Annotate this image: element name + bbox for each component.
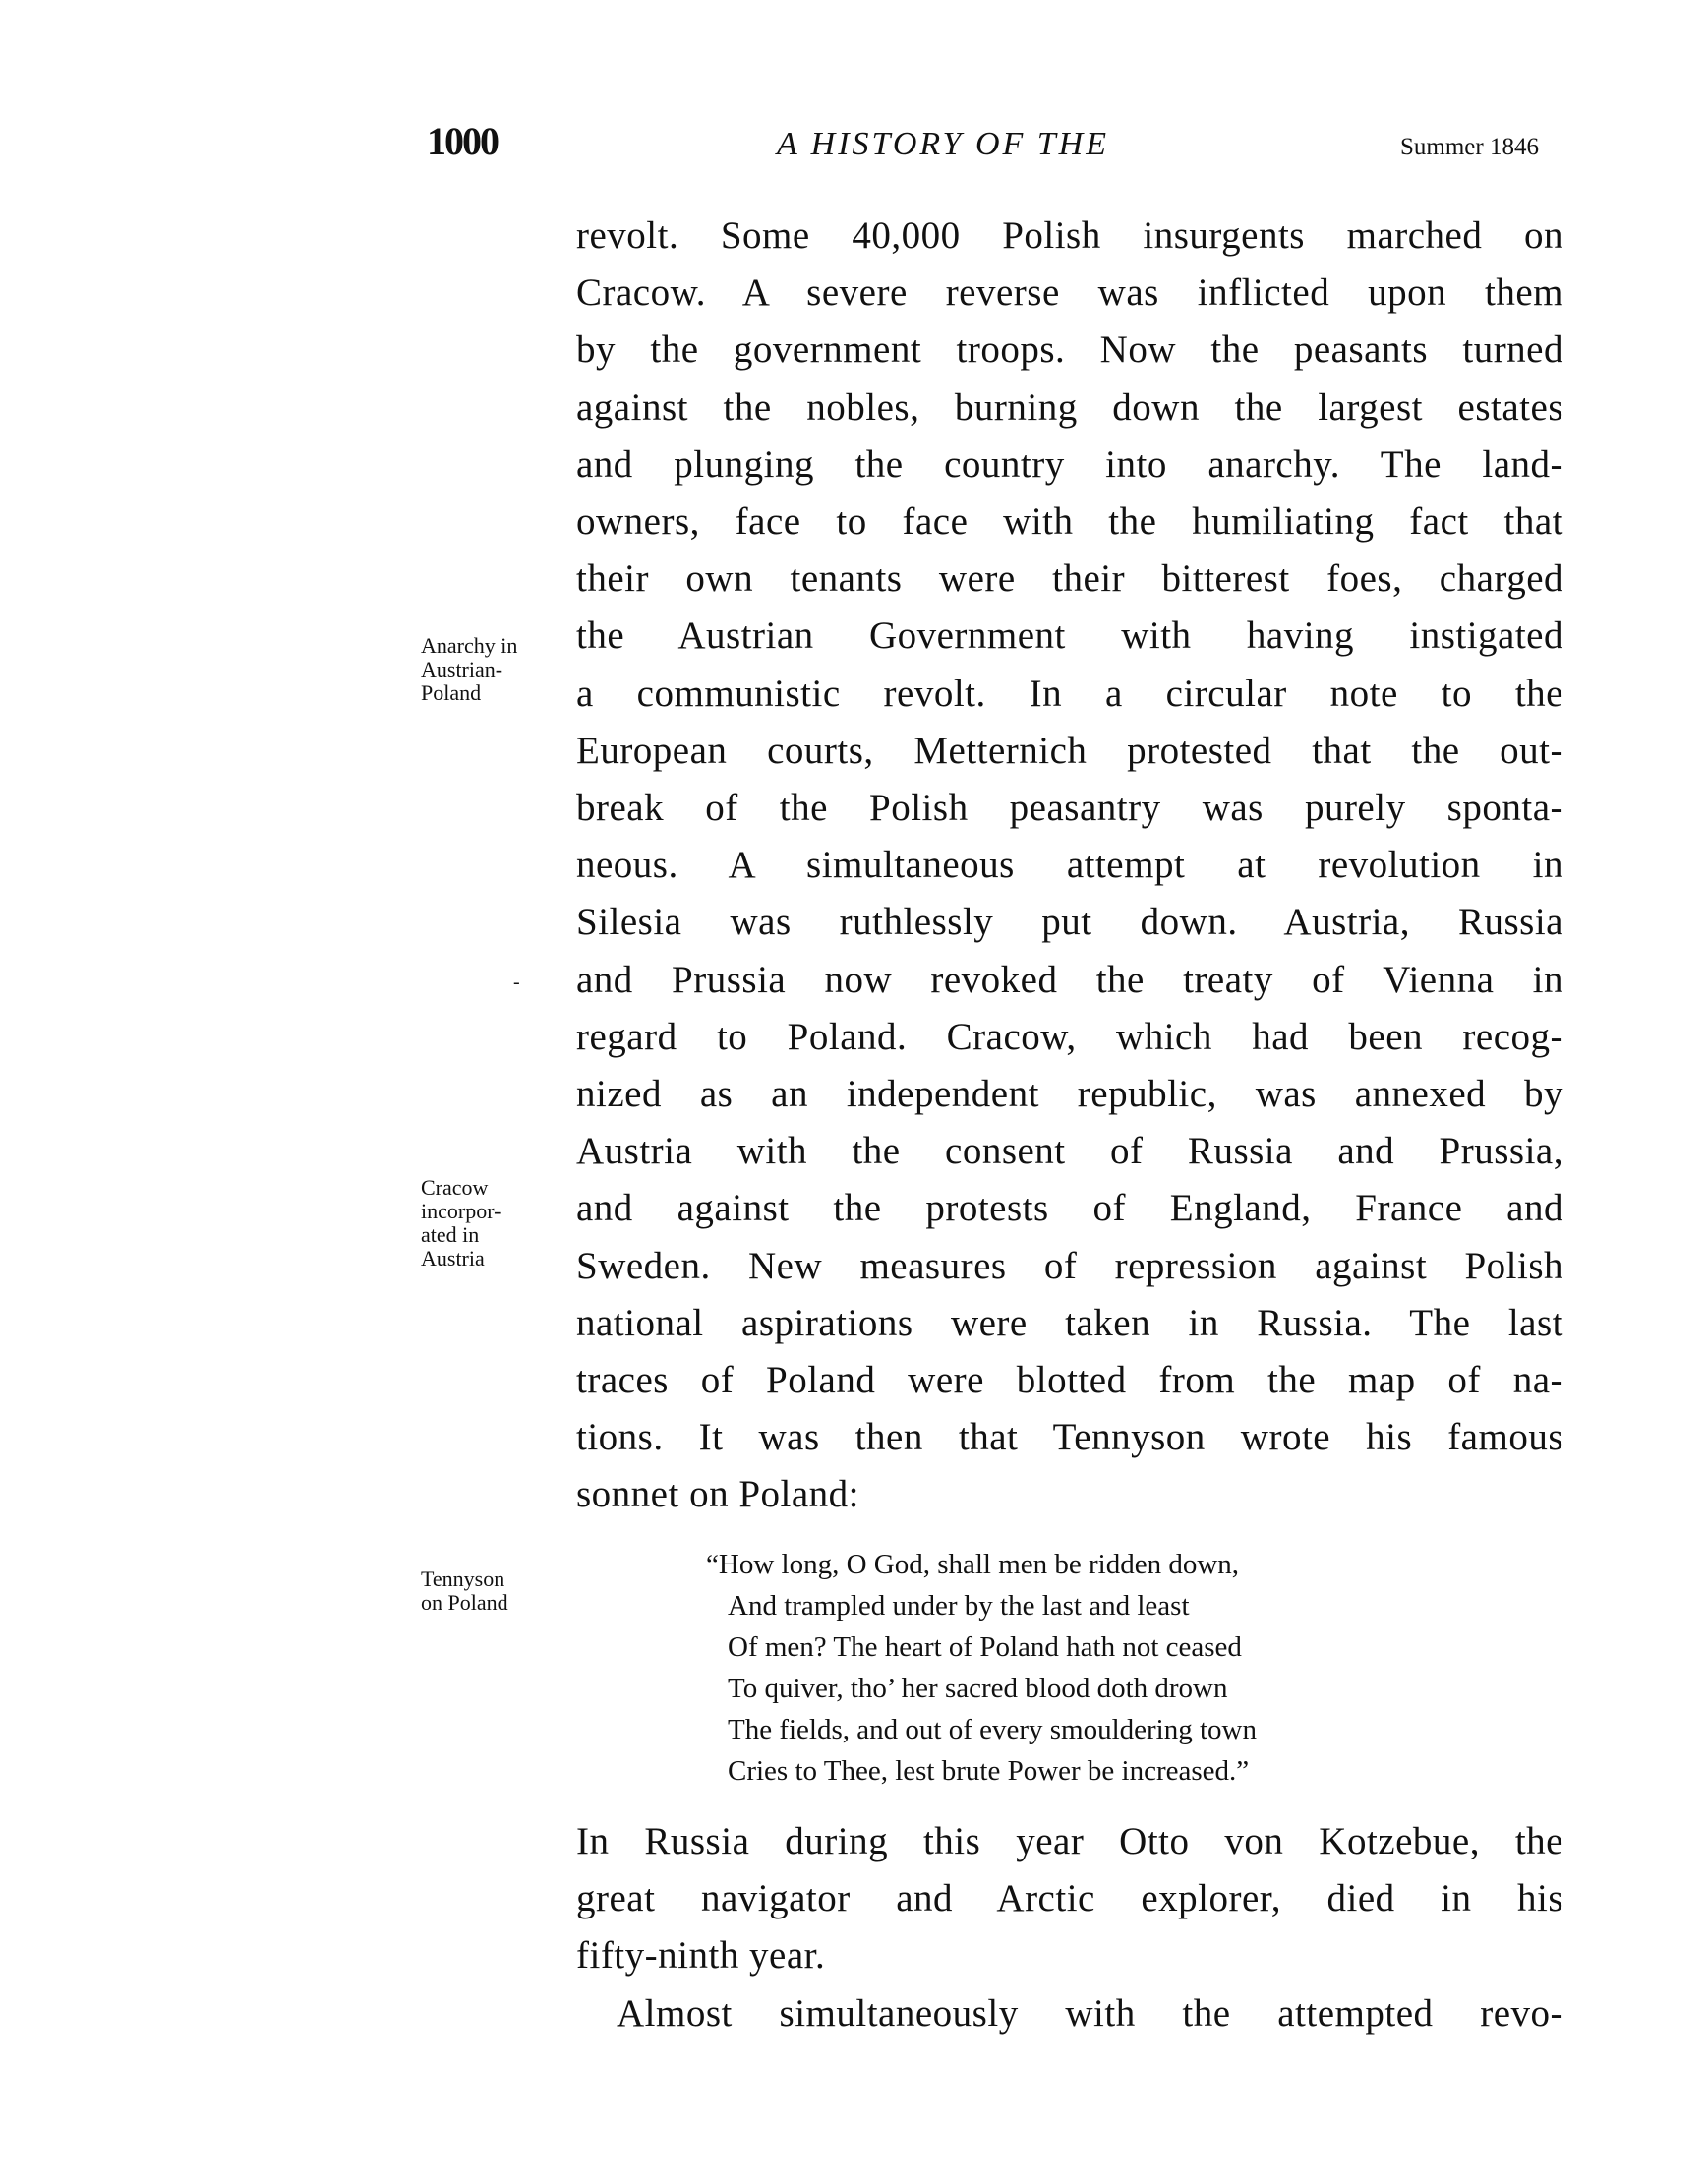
text-line: and plunging the country into anarchy. The land- — [576, 443, 1563, 486]
text-line: neous. A simultaneous attempt at revolution in — [576, 844, 1563, 887]
text-line: Cracow. A severe reverse was inflicted upon them — [576, 271, 1563, 315]
text-line: Sweden. New measures of repression against Polish — [576, 1244, 1563, 1287]
margin-note-line: incorpor- — [421, 1199, 501, 1223]
margin-note-line: ated in — [421, 1222, 480, 1247]
poem-line: Of men? The heart of Poland hath not ceased — [728, 1631, 1242, 1663]
text-line: by the government troops. Now the peasants turned — [576, 328, 1563, 372]
margin-note-anarchy — [421, 634, 517, 705]
margin-note-line: Cracow — [421, 1175, 489, 1200]
margin-note-line: Poland — [421, 680, 482, 705]
poem-line: And trampled under by the last and least — [728, 1590, 1190, 1622]
text-line: and Prussia now revoked the treaty of Vienna in — [576, 958, 1563, 1001]
poem-line: To quiver, tho’ her sacred blood doth drown — [728, 1673, 1228, 1704]
stray-mark: - — [513, 972, 520, 993]
margin-note-line: Tennyson — [421, 1566, 505, 1591]
text-line: nized as an independent republic, was annexed by — [576, 1073, 1563, 1116]
margin-note-line: on Poland — [421, 1590, 508, 1615]
text-line: a communistic revolt. In a circular note to the — [576, 672, 1563, 715]
text-line: and against the protests of England, France and — [576, 1187, 1563, 1230]
text-line: against the nobles, burning down the largest estates — [576, 385, 1563, 429]
running-title: A HISTORY OF THE — [777, 126, 1109, 162]
text-line: fifty-ninth year. — [576, 1934, 826, 1977]
text-line: great navigator and Arctic explorer, died in his — [576, 1877, 1563, 1920]
margin-note-line: Anarchy in — [421, 633, 518, 658]
text-line: break of the Polish peasantry was purely sponta- — [576, 787, 1563, 830]
text-line: tions. It was then that Tennyson wrote his famous — [576, 1416, 1563, 1459]
body-text-continued — [576, 1813, 1563, 2042]
text-line: owners, face to face with the humiliating fact that — [576, 501, 1563, 544]
text-line: national aspirations were taken in Russia. The last — [576, 1301, 1563, 1344]
text-line: regard to Poland. Cracow, which had been recog- — [576, 1015, 1563, 1058]
text-line: European courts, Metternich protested that the out- — [576, 729, 1563, 772]
page-number: 1000 — [427, 119, 498, 163]
text-line: Austria with the consent of Russia and Prussia, — [576, 1130, 1563, 1173]
text-line: Almost simultaneously with the attempted revo- — [617, 1991, 1563, 2035]
text-line: revolt. Some 40,000 Polish insurgents marched on — [576, 214, 1563, 257]
margin-note-line: Austria — [421, 1246, 485, 1270]
margin-note-cracow — [421, 1176, 501, 1270]
text-line: Silesia was ruthlessly put down. Austria, Russia — [576, 901, 1563, 944]
running-date: Summer 1846 — [1400, 134, 1539, 160]
poem-quote — [706, 1544, 1257, 1792]
text-line: the Austrian Government with having instigated — [576, 615, 1563, 658]
text-line: In Russia during this year Otto von Kotzebue, the — [576, 1820, 1563, 1862]
margin-note-tennyson — [421, 1567, 508, 1615]
text-line: sonnet on Poland: — [576, 1473, 859, 1516]
margin-note-line: Austrian- — [421, 657, 503, 681]
poem-line: The fields, and out of every smouldering town — [728, 1714, 1257, 1745]
poem-line: Cries to Thee, lest brute Power be increased.” — [728, 1755, 1250, 1787]
text-line: traces of Poland were blotted from the map of na- — [576, 1359, 1563, 1402]
text-line: their own tenants were their bitterest foes, charged — [576, 558, 1563, 601]
body-text — [576, 207, 1563, 1524]
poem-line: “How long, O God, shall men be ridden down, — [706, 1549, 1240, 1580]
